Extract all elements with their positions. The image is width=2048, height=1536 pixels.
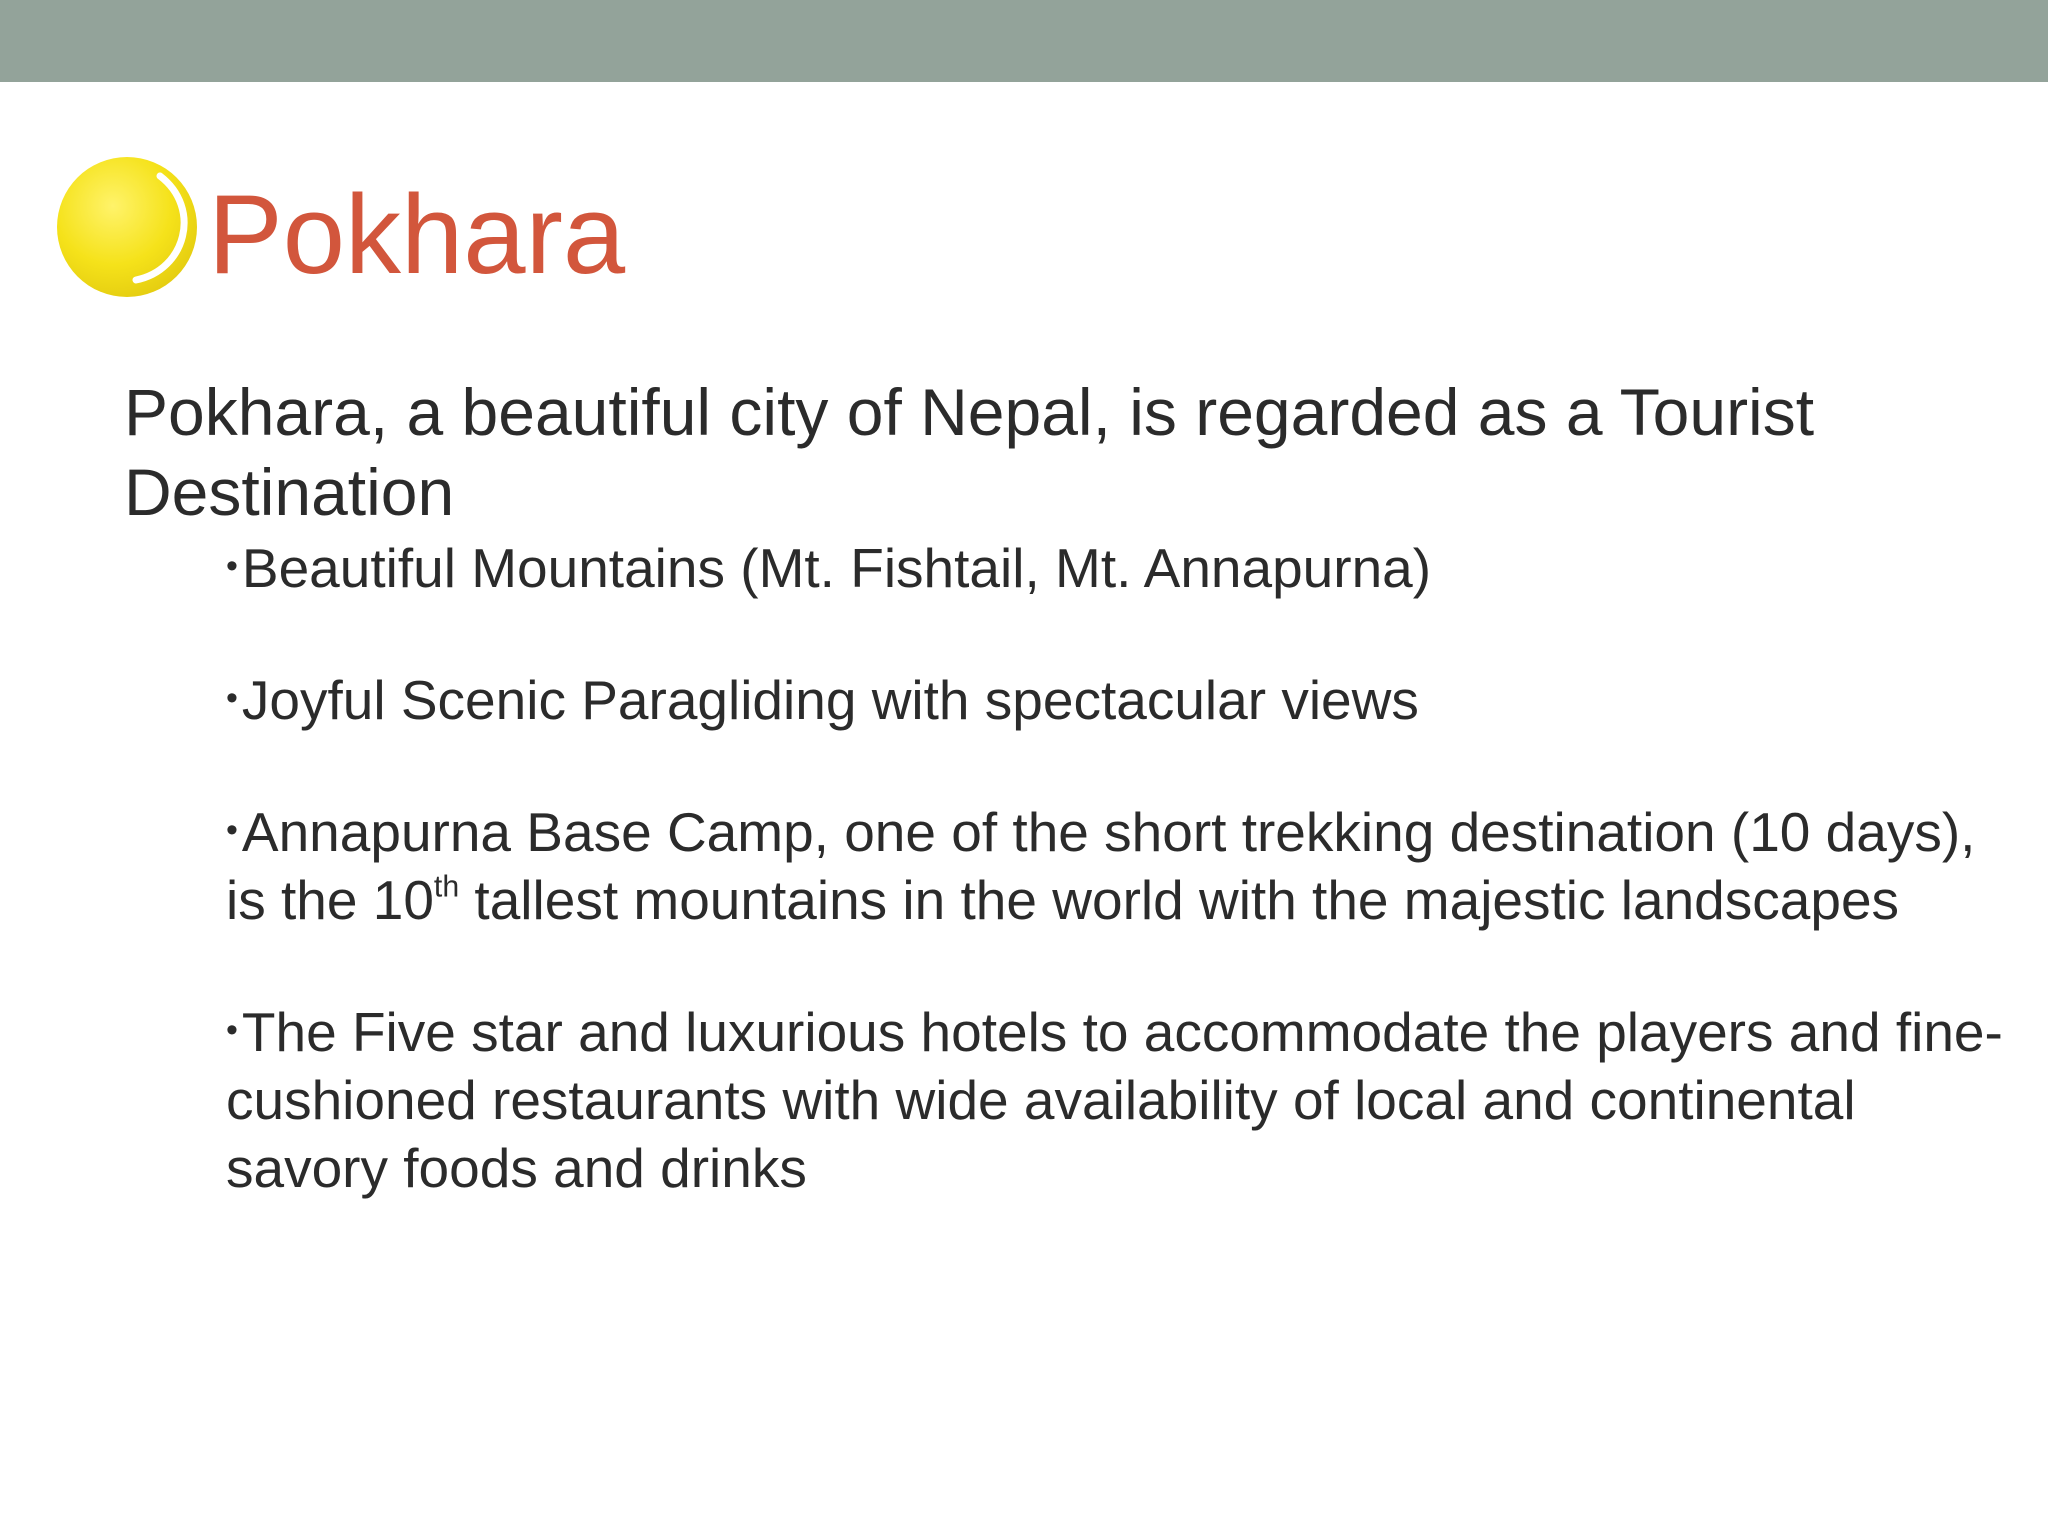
bullet-dot: • <box>226 547 238 585</box>
list-item <box>226 664 2006 734</box>
bullet-text: Joyful Scenic Paragliding with spectacular views <box>241 669 1419 731</box>
slide-title: Pokhara <box>208 172 626 297</box>
bullet-dot: • <box>226 811 238 849</box>
bullet-text: The Five star and luxurious hotels to accommodate the players and fine-cushioned restaurants with wide availability of local and continental savory foods and drinks <box>226 1001 2003 1199</box>
bullet-dot: • <box>226 679 238 717</box>
bullet-text: Beautiful Mountains (Mt. Fishtail, Mt. Annapurna) <box>241 537 1432 599</box>
bullet-dot: • <box>226 1011 238 1049</box>
ordinal-suffix: th <box>433 870 460 904</box>
bullet-text-end: tallest mountains in the world with the majestic landscapes <box>459 869 1900 931</box>
tennis-ball-icon <box>52 152 202 302</box>
bullet-list <box>124 532 2006 1202</box>
bullet-text-start: Annapurna Base Camp, one of the short trekking destination (10 days), is the 10 <box>226 801 1976 931</box>
list-item <box>226 796 2006 934</box>
slide-content <box>124 372 2003 1202</box>
top-band <box>0 0 2048 82</box>
list-item <box>226 996 2006 1202</box>
intro-text: Pokhara, a beautiful city of Nepal, is regarded as a Tourist Destination <box>124 375 1815 529</box>
list-item <box>226 532 2006 602</box>
